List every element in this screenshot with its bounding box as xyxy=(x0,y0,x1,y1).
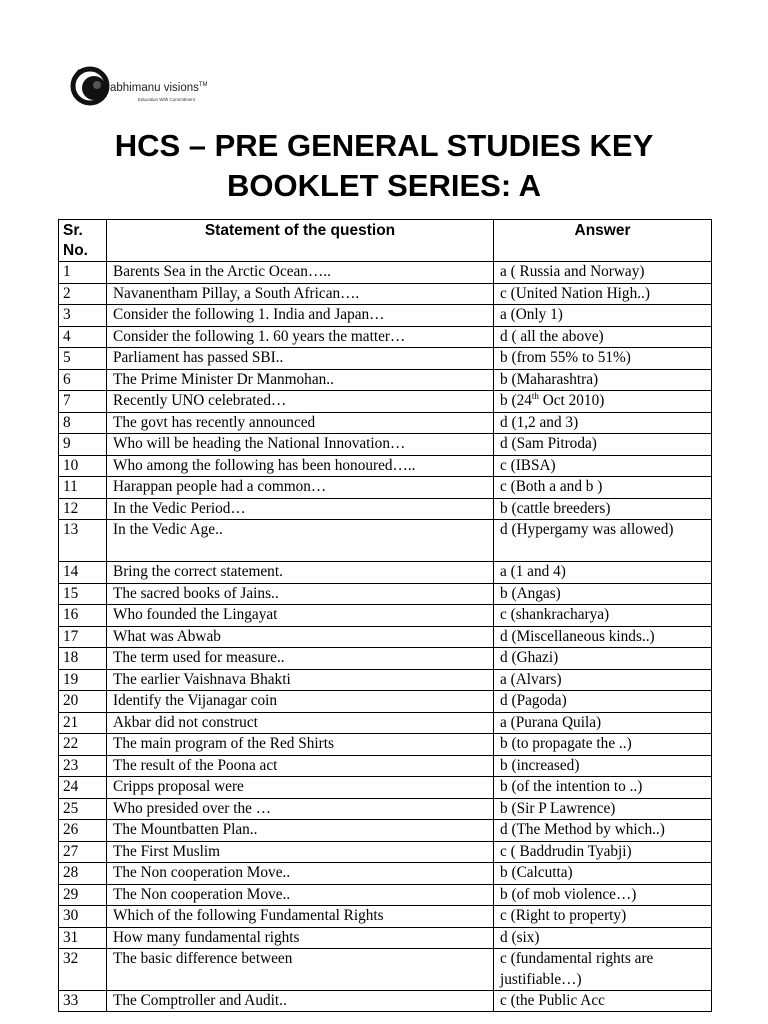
table-row xyxy=(59,605,712,627)
row-answer: b (Angas) xyxy=(494,583,712,605)
row-statement: Recently UNO celebrated… xyxy=(107,391,494,413)
row-answer: c (IBSA) xyxy=(494,455,712,477)
row-answer: a (Only 1) xyxy=(494,305,712,327)
row-answer: b (Maharashtra) xyxy=(494,369,712,391)
row-sr-no: 32 xyxy=(59,949,107,991)
table-row xyxy=(59,262,712,284)
logo-swirl-icon xyxy=(68,62,112,110)
row-sr-no: 3 xyxy=(59,305,107,327)
row-sr-no: 13 xyxy=(59,520,107,562)
table-row xyxy=(59,626,712,648)
row-statement: Who will be heading the National Innovation… xyxy=(107,434,494,456)
row-answer: d (Sam Pitroda) xyxy=(494,434,712,456)
row-statement: Navanentham Pillay, a South African…. xyxy=(107,283,494,305)
row-answer: c (United Nation High..) xyxy=(494,283,712,305)
row-statement: The earlier Vaishnava Bhakti xyxy=(107,669,494,691)
row-answer: d (Miscellaneous kinds..) xyxy=(494,626,712,648)
table-row xyxy=(59,562,712,584)
row-sr-no: 2 xyxy=(59,283,107,305)
table-header-row xyxy=(59,220,712,262)
header-sr-no: Sr. No. xyxy=(59,220,107,262)
table-row xyxy=(59,884,712,906)
row-statement: Consider the following 1. India and Japan… xyxy=(107,305,494,327)
answer-key-table xyxy=(58,219,712,1012)
row-answer: b (from 55% to 51%) xyxy=(494,348,712,370)
row-statement: Akbar did not construct xyxy=(107,712,494,734)
row-sr-no: 23 xyxy=(59,755,107,777)
row-answer: a (1 and 4) xyxy=(494,562,712,584)
table-row xyxy=(59,477,712,499)
row-sr-no: 21 xyxy=(59,712,107,734)
row-statement: The Prime Minister Dr Manmohan.. xyxy=(107,369,494,391)
row-sr-no: 7 xyxy=(59,391,107,413)
row-sr-no: 24 xyxy=(59,777,107,799)
row-answer: d (Ghazi) xyxy=(494,648,712,670)
row-answer: d (1,2 and 3) xyxy=(494,412,712,434)
brand-logo xyxy=(68,58,218,118)
row-answer: b (24th Oct 2010) xyxy=(494,391,712,413)
row-statement: In the Vedic Age.. xyxy=(107,520,494,562)
row-statement: The First Muslim xyxy=(107,841,494,863)
table-row xyxy=(59,583,712,605)
row-sr-no: 30 xyxy=(59,906,107,928)
row-sr-no: 17 xyxy=(59,626,107,648)
row-sr-no: 33 xyxy=(59,991,107,1012)
row-sr-no: 18 xyxy=(59,648,107,670)
row-answer: b (of mob violence…) xyxy=(494,884,712,906)
table-row xyxy=(59,283,712,305)
row-sr-no: 22 xyxy=(59,734,107,756)
row-sr-no: 9 xyxy=(59,434,107,456)
table-row xyxy=(59,734,712,756)
row-statement: Barents Sea in the Arctic Ocean….. xyxy=(107,262,494,284)
row-sr-no: 26 xyxy=(59,820,107,842)
row-statement: The result of the Poona act xyxy=(107,755,494,777)
table-row xyxy=(59,648,712,670)
row-statement: Who presided over the … xyxy=(107,798,494,820)
row-statement: Who among the following has been honoured….. xyxy=(107,455,494,477)
row-statement: What was Abwab xyxy=(107,626,494,648)
row-sr-no: 27 xyxy=(59,841,107,863)
row-sr-no: 5 xyxy=(59,348,107,370)
row-sr-no: 14 xyxy=(59,562,107,584)
row-statement: In the Vedic Period… xyxy=(107,498,494,520)
row-answer: c (Right to property) xyxy=(494,906,712,928)
row-answer: d (The Method by which..) xyxy=(494,820,712,842)
row-answer: d (Pagoda) xyxy=(494,691,712,713)
row-sr-no: 1 xyxy=(59,262,107,284)
row-answer: c ( Baddrudin Tyabji) xyxy=(494,841,712,863)
row-statement: The Non cooperation Move.. xyxy=(107,884,494,906)
row-statement: The main program of the Red Shirts xyxy=(107,734,494,756)
row-sr-no: 31 xyxy=(59,927,107,949)
row-sr-no: 25 xyxy=(59,798,107,820)
table-row xyxy=(59,391,712,413)
row-answer: b (of the intention to ..) xyxy=(494,777,712,799)
page-title-line2: BOOKLET SERIES: A xyxy=(226,168,542,203)
row-answer: c (shankracharya) xyxy=(494,605,712,627)
header-statement: Statement of the question xyxy=(107,220,494,262)
table-row xyxy=(59,412,712,434)
table-row xyxy=(59,991,712,1012)
table-row xyxy=(59,841,712,863)
row-sr-no: 10 xyxy=(59,455,107,477)
table-row xyxy=(59,520,712,562)
row-statement: The Mountbatten Plan.. xyxy=(107,820,494,842)
row-answer: c (the Public Acc xyxy=(494,991,712,1012)
row-answer: c (fundamental rights are justifiable…) xyxy=(494,949,712,991)
row-answer: a (Purana Quila) xyxy=(494,712,712,734)
row-statement: The basic difference between xyxy=(107,949,494,991)
row-statement: The govt has recently announced xyxy=(107,412,494,434)
row-statement: Bring the correct statement. xyxy=(107,562,494,584)
row-statement: Parliament has passed SBI.. xyxy=(107,348,494,370)
logo-tagline: Education With Commitment xyxy=(138,97,196,102)
row-statement: The sacred books of Jains.. xyxy=(107,583,494,605)
table-row xyxy=(59,669,712,691)
row-sr-no: 20 xyxy=(59,691,107,713)
row-answer: d (six) xyxy=(494,927,712,949)
page-title-line1: HCS – PRE GENERAL STUDIES KEY xyxy=(114,128,654,163)
row-sr-no: 12 xyxy=(59,498,107,520)
table-row xyxy=(59,326,712,348)
table-row xyxy=(59,691,712,713)
row-statement: Harappan people had a common… xyxy=(107,477,494,499)
table-row xyxy=(59,369,712,391)
table-row xyxy=(59,455,712,477)
row-statement: Consider the following 1. 60 years the matter… xyxy=(107,326,494,348)
row-sr-no: 11 xyxy=(59,477,107,499)
table-row xyxy=(59,777,712,799)
table-row xyxy=(59,927,712,949)
row-statement: Identify the Vijanagar coin xyxy=(107,691,494,713)
row-sr-no: 19 xyxy=(59,669,107,691)
table-row xyxy=(59,712,712,734)
row-sr-no: 29 xyxy=(59,884,107,906)
row-answer: b (increased) xyxy=(494,755,712,777)
row-answer: d (Hypergamy was allowed) xyxy=(494,520,712,562)
table-row xyxy=(59,348,712,370)
row-sr-no: 15 xyxy=(59,583,107,605)
row-answer: a ( Russia and Norway) xyxy=(494,262,712,284)
table-row xyxy=(59,863,712,885)
row-sr-no: 16 xyxy=(59,605,107,627)
row-answer: c (Both a and b ) xyxy=(494,477,712,499)
row-statement: How many fundamental rights xyxy=(107,927,494,949)
header-answer: Answer xyxy=(494,220,712,262)
row-answer: b (Sir P Lawrence) xyxy=(494,798,712,820)
row-statement: The Comptroller and Audit.. xyxy=(107,991,494,1012)
row-sr-no: 8 xyxy=(59,412,107,434)
table-row xyxy=(59,906,712,928)
table-row xyxy=(59,798,712,820)
row-answer: b (to propagate the ..) xyxy=(494,734,712,756)
row-statement: Which of the following Fundamental Rights xyxy=(107,906,494,928)
row-sr-no: 6 xyxy=(59,369,107,391)
row-answer: a (Alvars) xyxy=(494,669,712,691)
row-statement: Cripps proposal were xyxy=(107,777,494,799)
row-sr-no: 4 xyxy=(59,326,107,348)
row-statement: The term used for measure.. xyxy=(107,648,494,670)
row-sr-no: 28 xyxy=(59,863,107,885)
table-row xyxy=(59,820,712,842)
table-row xyxy=(59,498,712,520)
row-statement: The Non cooperation Move.. xyxy=(107,863,494,885)
row-answer: b (cattle breeders) xyxy=(494,498,712,520)
table-row xyxy=(59,434,712,456)
table-row xyxy=(59,755,712,777)
table-row xyxy=(59,949,712,991)
logo-brand-name: abhimanu visions™ xyxy=(110,82,208,94)
table-row xyxy=(59,305,712,327)
row-answer: d ( all the above) xyxy=(494,326,712,348)
row-statement: Who founded the Lingayat xyxy=(107,605,494,627)
row-answer: b (Calcutta) xyxy=(494,863,712,885)
